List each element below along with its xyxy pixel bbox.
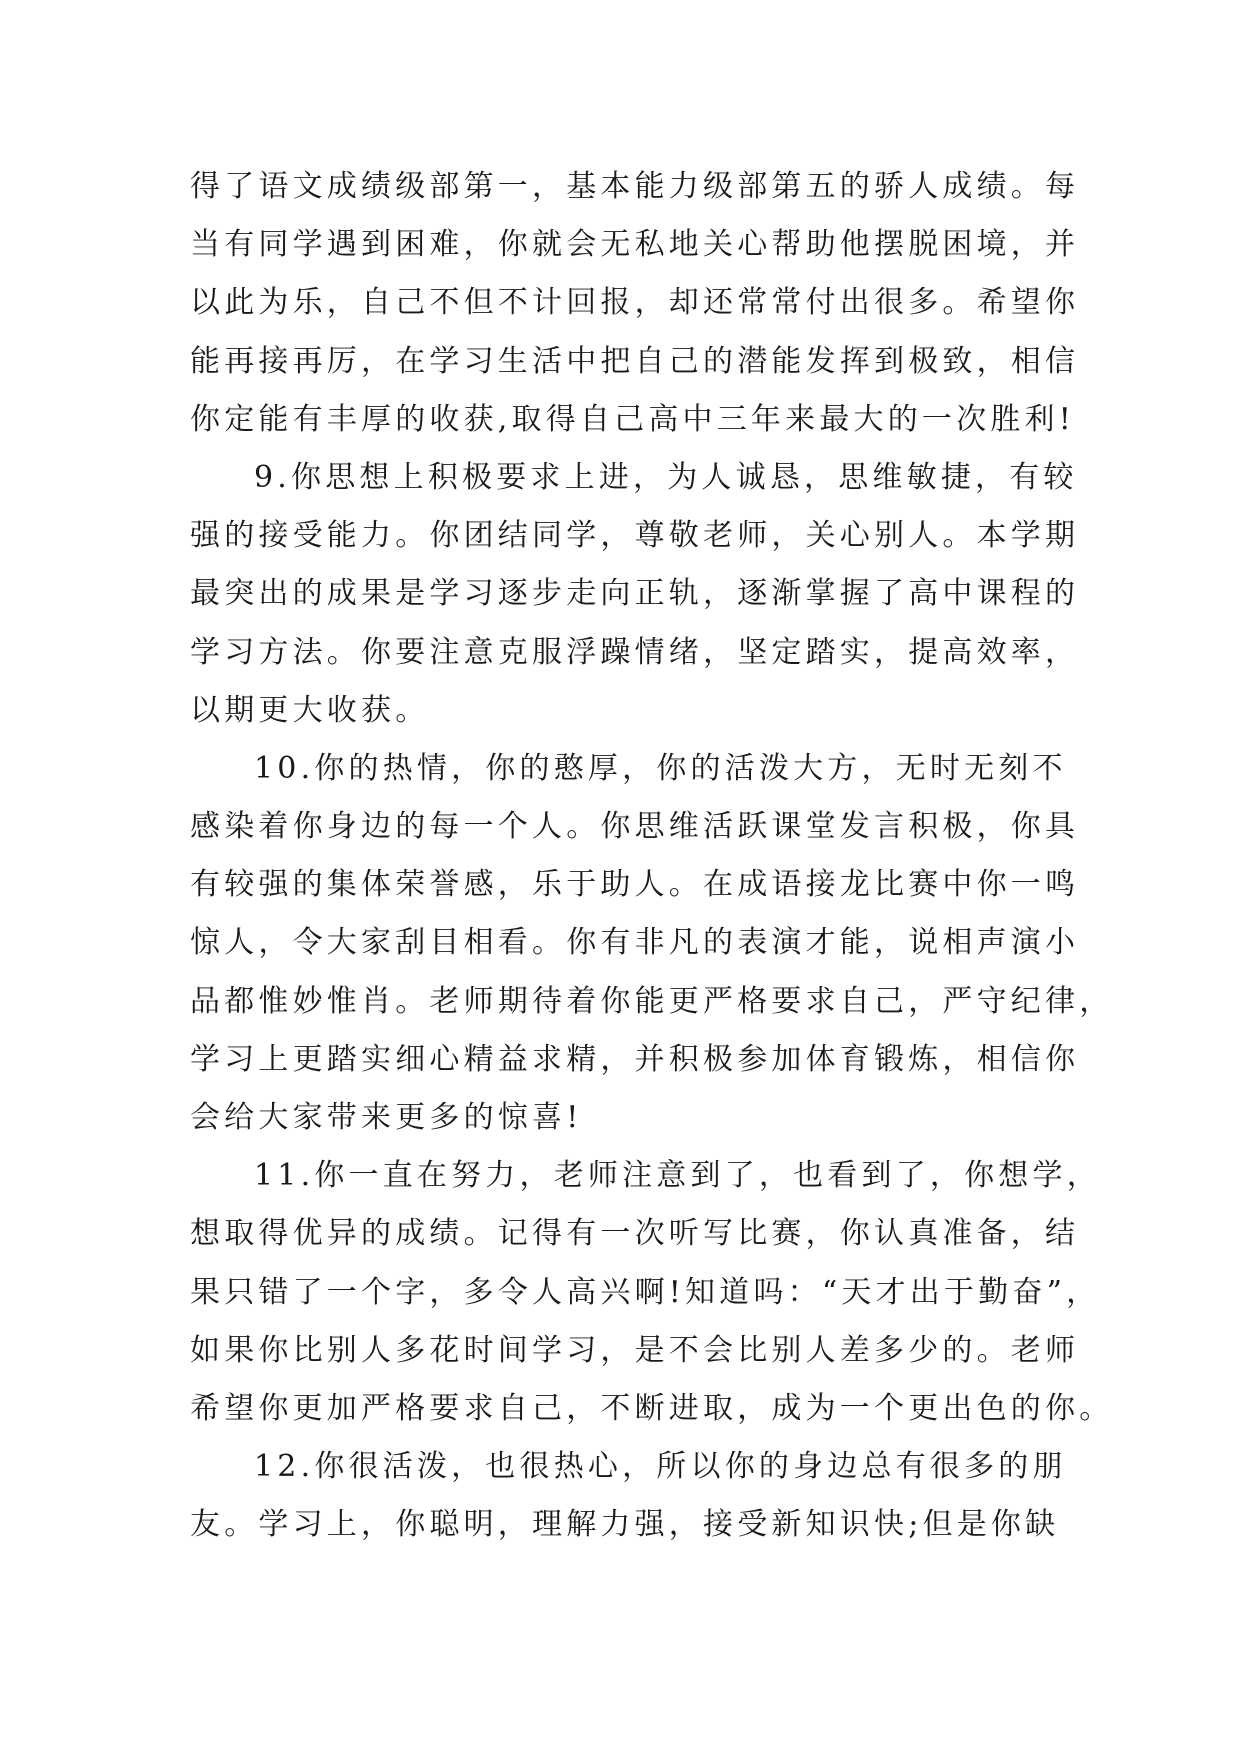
paragraph-start-line: 11.你一直在努力，老师注意到了，也看到了，你想学， [254, 1158, 1101, 1194]
paragraph-start-line: 9.你思想上积极要求上进，为人诚恳，思维敏捷，有较 [254, 459, 1078, 495]
text-line: 学习方法。你要注意克服浮躁情绪，坚定踏实，提高效率， [190, 634, 1080, 670]
text-line: 希望你更加严格要求自己，不断进取，成为一个更出色的你。 [190, 1390, 1114, 1426]
text-line: 会给大家带来更多的惊喜! [190, 1100, 583, 1135]
paragraph-start-line: 12.你很活泼，也很热心，所以你的身边总有很多的朋 [254, 1449, 1067, 1485]
text-line: 想取得优异的成绩。记得有一次听写比赛，你认真准备，结 [190, 1216, 1080, 1252]
paragraph-start-line: 10.你的热情，你的憨厚，你的活泼大方，无时无刻不 [254, 750, 1067, 786]
text-line: 学习上更踏实细心精益求精，并积极参加体育锻炼，相信你 [190, 1041, 1080, 1077]
text-line: 你定能有丰厚的收获,取得自己高中三年来最大的一次胜利! [190, 401, 1075, 437]
text-line: 友。学习上，你聪明，理解力强，接受新知识快;但是你缺 [190, 1507, 1060, 1543]
text-line: 得了语文成绩级部第一，基本能力级部第五的骄人成绩。每 [190, 169, 1080, 204]
text-line: 以期更大收获。 [190, 692, 430, 728]
text-line: 惊人，令大家刮目相看。你有非凡的表演才能，说相声演小 [190, 925, 1080, 961]
text-line: 当有同学遇到困难，你就会无私地关心帮助他摆脱困境，并 [190, 227, 1080, 263]
text-line: 强的接受能力。你团结同学，尊敬老师，关心别人。本学期 [190, 518, 1080, 554]
text-line: 感染着你身边的每一个人。你思维活跃课堂发言积极，你具 [190, 809, 1080, 845]
text-line: 以此为乐，自己不但不计回报，却还常常付出很多。希望你 [190, 285, 1080, 321]
text-line: 有较强的集体荣誉感，乐于助人。在成语接龙比赛中你一鸣 [190, 867, 1080, 903]
text-line: 品都惟妙惟肖。老师期待着你能更严格要求自己，严守纪律， [190, 983, 1114, 1019]
document-body [190, 158, 1114, 1555]
text-line: 最突出的成果是学习逐步走向正轨，逐渐掌握了高中课程的 [190, 576, 1080, 612]
text-line: 能再接再厉，在学习生活中把自己的潜能发挥到极致，相信 [190, 343, 1080, 379]
text-line: 果只错了一个字，多令人高兴啊!知道吗：“天才出于勤奋”， [190, 1274, 1101, 1310]
text-line: 如果你比别人多花时间学习，是不会比别人差多少的。老师 [190, 1332, 1080, 1368]
